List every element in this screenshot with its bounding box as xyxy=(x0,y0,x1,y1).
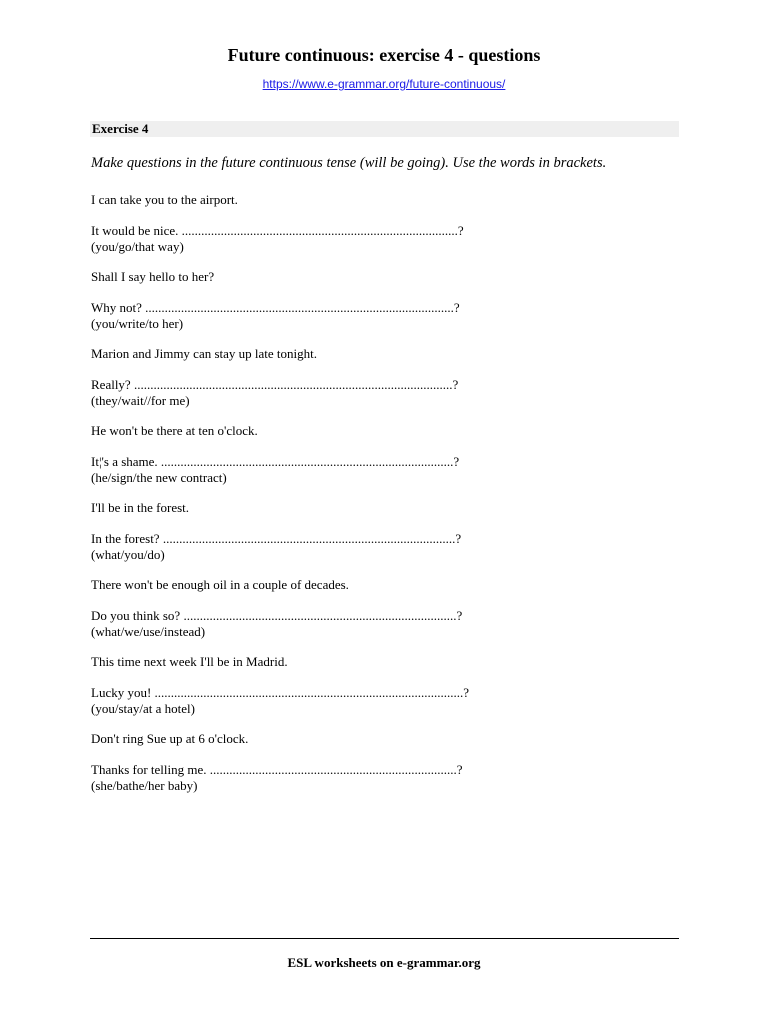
source-link[interactable]: https://www.e-grammar.org/future-continuous/ xyxy=(262,77,506,91)
item-statement: This time next week I'll be in Madrid. xyxy=(91,654,288,669)
item-hint: (he/sign/the new contract) xyxy=(91,470,227,485)
item-answer-line: Thanks for telling me. ............................................................................? xyxy=(91,762,463,777)
item-hint: (you/stay/at a hotel) xyxy=(91,701,195,716)
exercise-item xyxy=(91,731,691,794)
item-hint: (what/you/do) xyxy=(91,547,165,562)
item-answer-line: Lucky you! ...............................................................................................? xyxy=(91,685,470,700)
item-answer-line: Do you think so? ....................................................................................? xyxy=(91,608,463,623)
exercise-item xyxy=(91,500,691,563)
item-statement: Shall I say hello to her? xyxy=(91,269,215,284)
exercise-item xyxy=(91,346,691,409)
item-statement: He won't be there at ten o'clock. xyxy=(91,423,258,438)
exercise-item xyxy=(91,423,691,486)
item-statement: There won't be enough oil in a couple of decades. xyxy=(91,577,349,592)
item-hint: (she/bathe/her baby) xyxy=(91,778,198,793)
item-statement: I'll be in the forest. xyxy=(91,500,190,515)
exercise-items xyxy=(91,192,691,808)
item-answer-line: Why not? ...............................................................................................? xyxy=(91,300,460,315)
item-hint: (you/go/that way) xyxy=(91,239,184,254)
item-statement: I can take you to the airport. xyxy=(91,192,238,207)
item-hint: (what/we/use/instead) xyxy=(91,624,206,639)
item-answer-line: In the forest? ..........................................................................................? xyxy=(91,531,462,546)
item-statement: Marion and Jimmy can stay up late tonight. xyxy=(91,346,318,361)
item-answer-line: It would be nice. .....................................................................................? xyxy=(91,223,464,238)
exercise-label: Exercise 4 xyxy=(92,121,149,136)
exercise-header-bar xyxy=(90,121,679,137)
exercise-item xyxy=(91,269,691,332)
item-hint: (they/wait//for me) xyxy=(91,393,190,408)
page-title: Future continuous: exercise 4 - questions xyxy=(227,45,541,65)
exercise-instructions: Make questions in the future continuous tense (will be going). Use the words in brackets. xyxy=(91,155,607,171)
item-answer-line: Really? ..................................................................................................? xyxy=(91,377,459,392)
exercise-item xyxy=(91,577,691,640)
exercise-item xyxy=(91,192,691,255)
item-hint: (you/write/to her) xyxy=(91,316,184,331)
footer-text: ESL worksheets on e-grammar.org xyxy=(287,955,481,970)
exercise-item xyxy=(91,654,691,717)
footer-divider xyxy=(90,938,679,939)
item-answer-line: It¦'s a shame. ..........................................................................................? xyxy=(91,454,460,469)
item-statement: Don't ring Sue up at 6 o'clock. xyxy=(91,731,249,746)
